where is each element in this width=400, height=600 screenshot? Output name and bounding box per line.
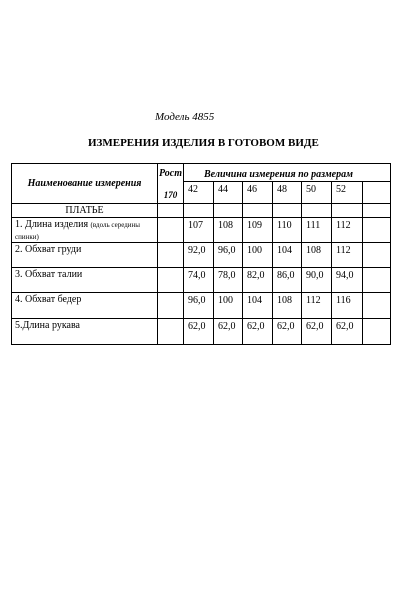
value-cell: 107 — [184, 218, 214, 243]
empty-cell — [302, 204, 332, 218]
row-label: 1. Длина изделия — [15, 219, 89, 230]
value-cell: 112 — [302, 293, 332, 319]
row-name: 2. Обхват груди — [12, 243, 158, 268]
value-cell: 86,0 — [273, 268, 302, 293]
value-cell: 90,0 — [302, 268, 332, 293]
table-row — [12, 243, 391, 268]
empty-cell — [158, 319, 184, 345]
empty-cell — [158, 268, 184, 293]
value-cell: 100 — [214, 293, 243, 319]
value-cell: 92,0 — [184, 243, 214, 268]
value-cell: 100 — [243, 243, 273, 268]
value-cell: 108 — [302, 243, 332, 268]
row-name: 4. Обхват бедер — [12, 293, 158, 319]
size-cell: 46 — [243, 182, 273, 204]
empty-cell — [363, 204, 391, 218]
value-cell: 62,0 — [332, 319, 363, 345]
model-number: Модель 4855 — [155, 111, 215, 123]
empty-cell — [158, 218, 184, 243]
value-cell: 74,0 — [184, 268, 214, 293]
size-cell: 50 — [302, 182, 332, 204]
measurements-table — [11, 163, 391, 345]
value-cell: 109 — [243, 218, 273, 243]
value-cell: 104 — [243, 293, 273, 319]
size-cell: 44 — [214, 182, 243, 204]
row-note: (вдоль середины спинки) — [15, 221, 140, 241]
value-cell: 104 — [273, 243, 302, 268]
value-cell: 62,0 — [273, 319, 302, 345]
empty-cell — [184, 204, 214, 218]
section-row — [12, 204, 391, 218]
table-row — [12, 293, 391, 319]
value-cell: 108 — [214, 218, 243, 243]
value-cell: 96,0 — [184, 293, 214, 319]
size-cell: 48 — [273, 182, 302, 204]
empty-cell — [158, 293, 184, 319]
empty-cell — [273, 204, 302, 218]
value-cell: 110 — [273, 218, 302, 243]
empty-cell — [363, 182, 391, 204]
value-cell: 62,0 — [302, 319, 332, 345]
value-cell: 108 — [273, 293, 302, 319]
value-cell: 62,0 — [214, 319, 243, 345]
name-header: Наименование измерения — [12, 164, 158, 204]
value-cell: 111 — [302, 218, 332, 243]
value-cell: 116 — [332, 293, 363, 319]
value-cell: 112 — [332, 218, 363, 243]
value-cell: 78,0 — [214, 268, 243, 293]
empty-cell — [243, 204, 273, 218]
empty-cell — [363, 268, 391, 293]
document-title: ИЗМЕРЕНИЯ ИЗДЕЛИЯ В ГОТОВОМ ВИДЕ — [88, 137, 319, 149]
table-row — [12, 218, 391, 243]
table-row — [12, 319, 391, 345]
table-row — [12, 268, 391, 293]
header-row — [12, 164, 391, 182]
height-header-cell — [158, 164, 184, 204]
empty-cell — [363, 319, 391, 345]
size-cell: 42 — [184, 182, 214, 204]
empty-cell — [158, 204, 184, 218]
empty-cell — [363, 293, 391, 319]
height-header: Рост — [159, 168, 182, 179]
row-name: 3. Обхват талии — [12, 268, 158, 293]
empty-cell — [332, 204, 363, 218]
value-cell: 62,0 — [184, 319, 214, 345]
empty-cell — [158, 243, 184, 268]
value-cell: 96,0 — [214, 243, 243, 268]
empty-cell — [363, 243, 391, 268]
empty-cell — [363, 218, 391, 243]
row-name — [12, 218, 158, 243]
row-name: 5.Длина рукава — [12, 319, 158, 345]
empty-cell — [214, 204, 243, 218]
section-label: ПЛАТЬЕ — [12, 204, 158, 218]
measure-header: Величина измерения по размерам — [184, 164, 391, 182]
height-value: 170 — [163, 190, 178, 200]
value-cell: 82,0 — [243, 268, 273, 293]
value-cell: 62,0 — [243, 319, 273, 345]
value-cell: 112 — [332, 243, 363, 268]
size-cell: 52 — [332, 182, 363, 204]
value-cell: 94,0 — [332, 268, 363, 293]
